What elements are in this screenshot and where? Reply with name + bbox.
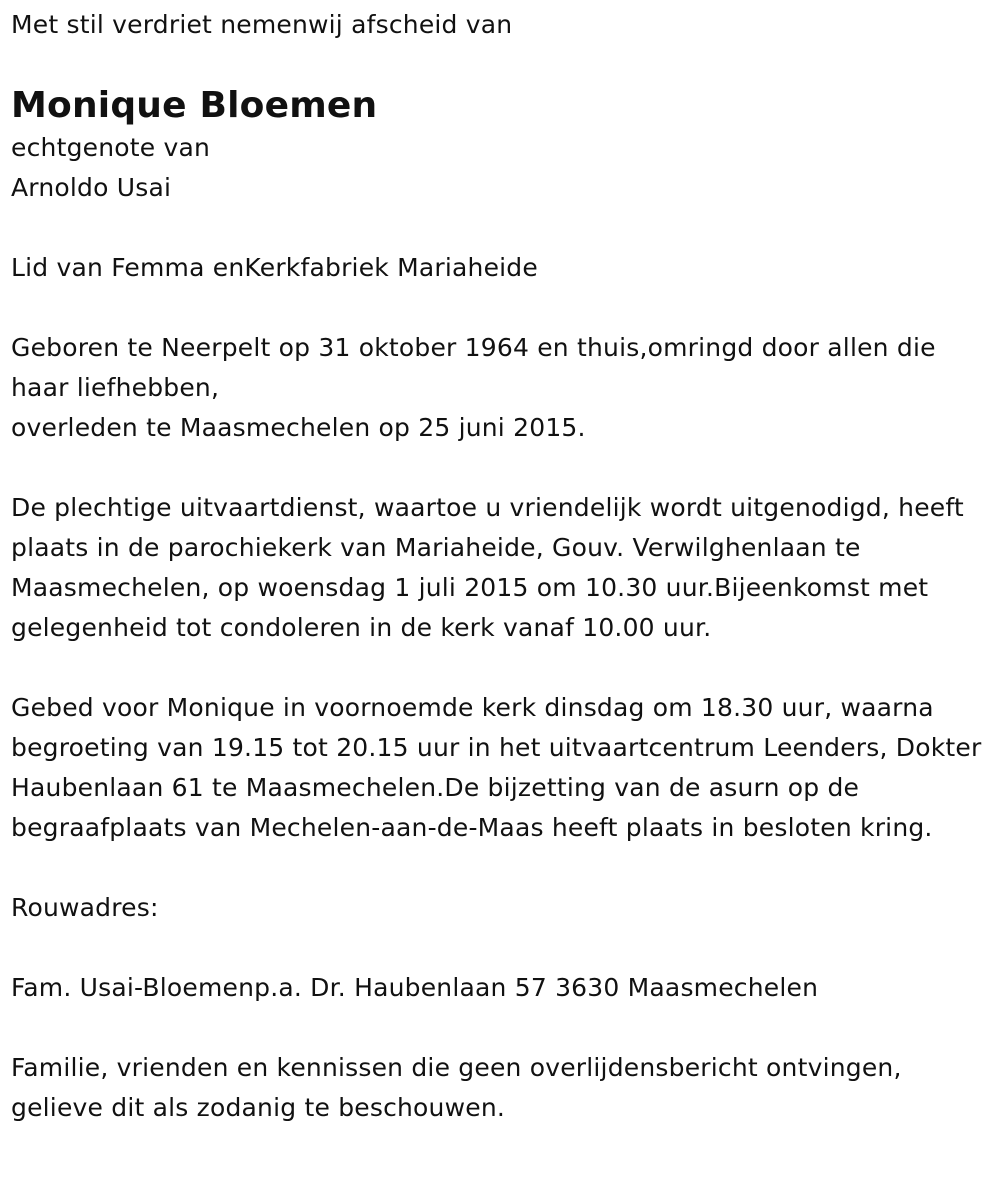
death-line: overleden te Maasmechelen op 25 juni 2015. <box>11 413 586 442</box>
deceased-name: Monique Bloemen <box>11 85 378 126</box>
obituary-notice <box>11 0 991 1128</box>
prayer-service-paragraph: Gebed voor Monique in voornoemde kerk dinsdag om 18.30 uur, waarna begroeting van 19.15 tot 20.15 uur in het uitvaartcentrum Leenders, Dokter Haubenlaan 61 te Maasmechelen.De bijzetting van de asurn op de begraafplaats van Mechelen-aan-de-Maas heeft plaats in besloten kring. <box>11 693 982 842</box>
intro-line: Met stil verdriet nemenwij afscheid van <box>11 10 513 39</box>
spouse-name: Arnoldo Usai <box>11 173 172 202</box>
closing-paragraph: Familie, vrienden en kennissen die geen overlijdensbericht ontvingen, gelieve dit als zodanig te beschouwen. <box>11 1053 902 1122</box>
spouse-label: echtgenote van <box>11 133 211 162</box>
birth-line: Geboren te Neerpelt op 31 oktober 1964 en thuis,omringd door allen die haar liefhebben, <box>11 333 936 402</box>
address-line: Fam. Usai-Bloemenp.a. Dr. Haubenlaan 57 3630 Maasmechelen <box>11 973 819 1002</box>
funeral-service-paragraph: De plechtige uitvaartdienst, waartoe u vriendelijk wordt uitgenodigd, heeft plaats in de parochiekerk van Mariaheide, Gouv. Verwilghenlaan te Maasmechelen, op woensdag 1 juli 2015 om 10.30 uur.Bijeenkomst met gelegenheid tot condoleren in de kerk vanaf 10.00 uur. <box>11 493 964 642</box>
address-label: Rouwadres: <box>11 893 159 922</box>
membership-line: Lid van Femma enKerkfabriek Mariaheide <box>11 253 538 282</box>
